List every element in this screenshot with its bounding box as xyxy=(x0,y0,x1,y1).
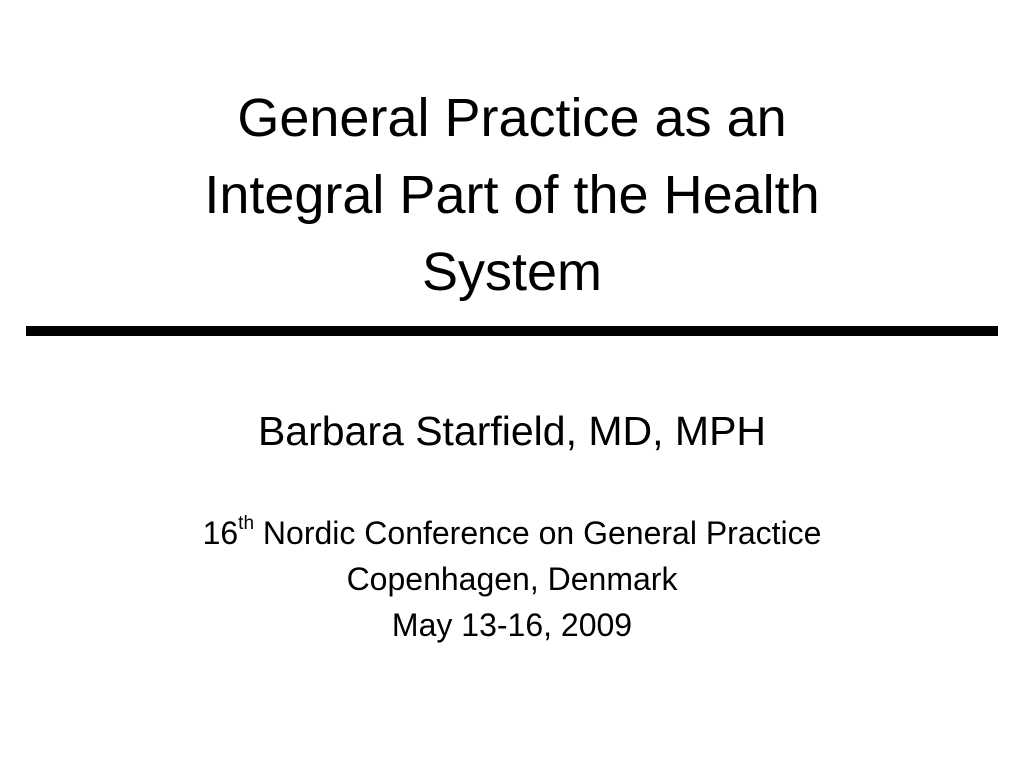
conference-ordinal-suffix: th xyxy=(238,513,255,535)
conference-ordinal-number: 16 xyxy=(202,515,239,551)
conference-title xyxy=(0,510,1024,556)
conference-name: Nordic Conference on General Practice xyxy=(262,515,822,551)
slide-title xyxy=(0,80,1024,311)
author-name: Barbara Starfield, MD, MPH xyxy=(257,408,767,454)
conference-info xyxy=(0,510,1024,648)
title-line-2: Integral Part of the Health xyxy=(204,165,820,225)
title-divider xyxy=(26,326,998,336)
title-line-1: General Practice as an xyxy=(237,88,787,148)
conference-dates: May 13-16, 2009 xyxy=(391,607,633,643)
conference-location: Copenhagen, Denmark xyxy=(346,561,678,597)
title-line-3: System xyxy=(421,242,603,302)
